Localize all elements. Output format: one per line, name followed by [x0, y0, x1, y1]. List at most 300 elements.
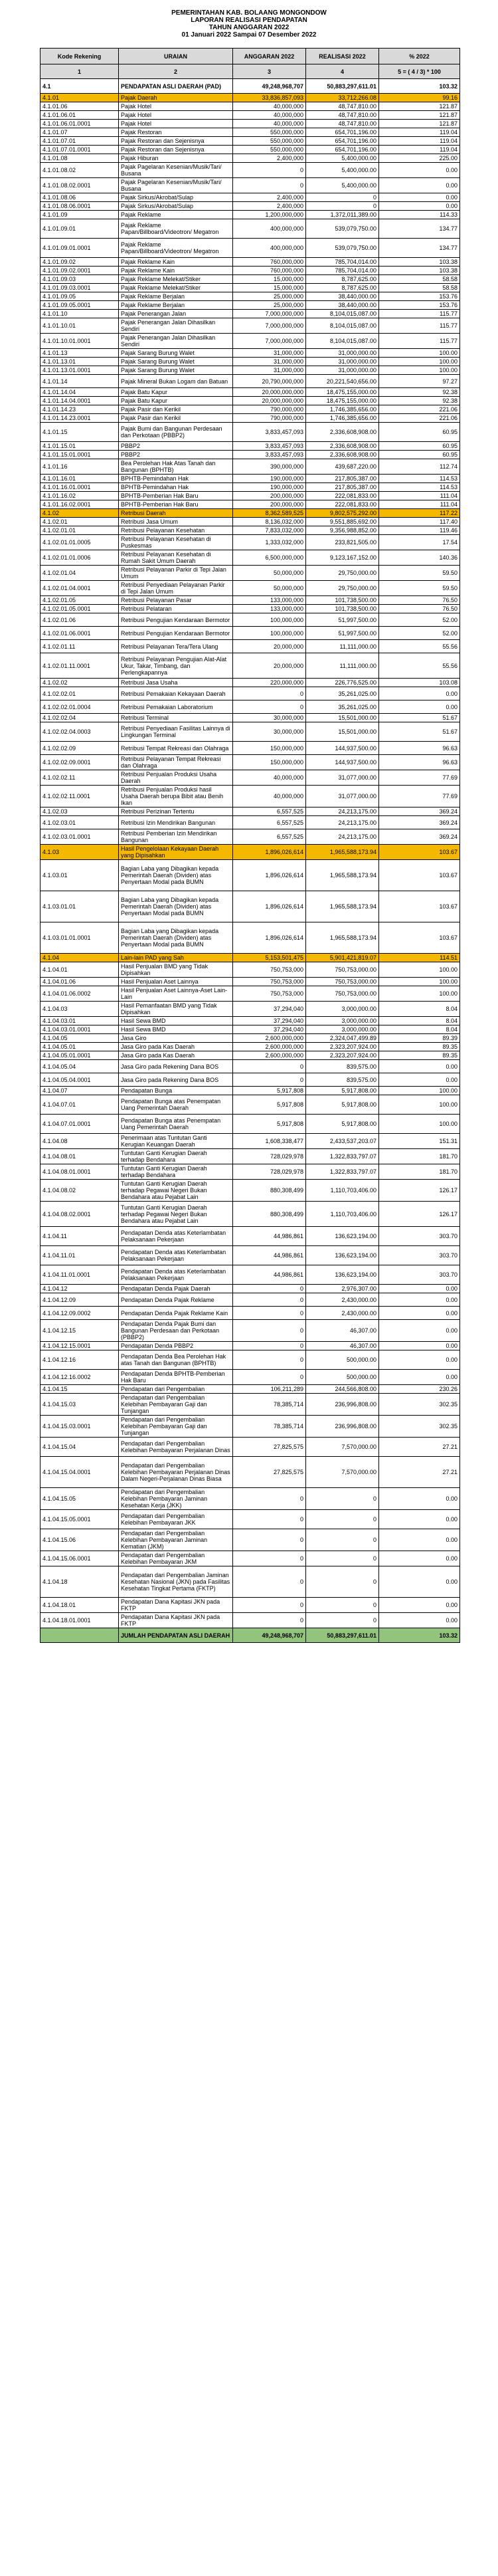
row-kode: 4.1.04.18.01 — [41, 1598, 119, 1613]
row-uraian: Lain-lain PAD yang Sah — [119, 954, 233, 962]
table-row — [41, 292, 460, 301]
row-kode: 4.1.01.07.01 — [41, 137, 119, 146]
row-persen: 134.77 — [379, 219, 460, 239]
row-persen: 100.00 — [379, 978, 460, 986]
row-anggaran: 6,557,525 — [233, 807, 306, 816]
row-realisasi: 9,356,988,852.00 — [306, 526, 379, 535]
row-anggaran: 37,294,040 — [233, 1002, 306, 1017]
row-realisasi: 5,917,808.00 — [306, 1087, 379, 1095]
table-row — [41, 334, 460, 349]
row-persen: 0.00 — [379, 1342, 460, 1350]
row-persen: 60.95 — [379, 442, 460, 451]
row-uraian: Hasil Sewa BMD — [119, 1025, 233, 1034]
row-anggaran: 790,000,000 — [233, 414, 306, 423]
row-anggaran: 0 — [233, 700, 306, 714]
row-kode: 4.1.01.09.02 — [41, 258, 119, 267]
row-persen: 114.33 — [379, 211, 460, 219]
row-persen: 115.77 — [379, 334, 460, 349]
table-row — [41, 405, 460, 414]
row-realisasi: 8,787,625.00 — [306, 284, 379, 292]
table-row — [41, 640, 460, 653]
row-persen: 89.35 — [379, 1051, 460, 1060]
table-row — [41, 786, 460, 807]
row-anggaran: 37,294,040 — [233, 1025, 306, 1034]
row-uraian: Pendapatan Denda atas Keterlambatan Pelaksanaan Pekerjaan — [119, 1265, 233, 1285]
table-row — [41, 1164, 460, 1180]
row-kode: 4.1.01.06 — [41, 102, 119, 111]
row-anggaran: 400,000,000 — [233, 239, 306, 258]
table-row — [41, 653, 460, 679]
row-realisasi: 2,976,307.00 — [306, 1285, 379, 1293]
table-row — [41, 714, 460, 722]
row-realisasi: 136,623,194.00 — [306, 1246, 379, 1265]
row-anggaran: 750,753,000 — [233, 978, 306, 986]
row-anggaran: 1,896,026,614 — [233, 891, 306, 922]
row-anggaran: 6,500,000,000 — [233, 550, 306, 566]
row-kode: 4.1.02.01.05 — [41, 596, 119, 605]
row-anggaran: 5,153,501,475 — [233, 954, 306, 962]
row-realisasi: 1,322,833,797.07 — [306, 1149, 379, 1164]
col-number-3: 3 — [233, 64, 306, 79]
table-row — [41, 1115, 460, 1134]
row-uraian: Pajak Daerah — [119, 94, 233, 102]
row-persen: 126.17 — [379, 1180, 460, 1202]
table-row — [41, 366, 460, 375]
row-kode: 4.1.03.01.01.0001 — [41, 922, 119, 954]
row-uraian: Retribusi Pelayanan Tempat Rekreasi dan Olahraga — [119, 755, 233, 770]
table-row — [41, 596, 460, 605]
row-realisasi: 46,307.00 — [306, 1320, 379, 1342]
row-kode: 4.1.04.18 — [41, 1566, 119, 1598]
row-uraian: Hasil Penjualan Aset Lainnya-Aset Lain-Lain — [119, 986, 233, 1002]
row-kode: 4.1.02.01.01.0006 — [41, 550, 119, 566]
row-uraian: Retribusi Pengujian Kendaraan Bermotor — [119, 627, 233, 640]
row-kode: 4.1.02.01.06.0001 — [41, 627, 119, 640]
row-persen: 114.53 — [379, 483, 460, 492]
table-row — [41, 816, 460, 829]
row-uraian: Pendapatan Dana Kapitasi JKN pada FKTP — [119, 1598, 233, 1613]
row-uraian: Tuntutan Ganti Kerugian Daerah terhadap Pegawai Negeri Bukan Bendahara atau Pejabat Lain — [119, 1180, 233, 1202]
row-persen: 0.00 — [379, 1566, 460, 1598]
table-row — [41, 581, 460, 596]
row-realisasi: 439,687,220.00 — [306, 459, 379, 475]
table-row — [41, 492, 460, 500]
row-anggaran: 3,833,457,093 — [233, 451, 306, 459]
table-row — [41, 1002, 460, 1017]
row-anggaran: 750,753,000 — [233, 962, 306, 978]
row-kode: 4.1.04.01 — [41, 962, 119, 978]
row-realisasi: 500,000.00 — [306, 1350, 379, 1370]
row-persen: 103.67 — [379, 891, 460, 922]
row-persen: 303.70 — [379, 1246, 460, 1265]
row-persen: 100.00 — [379, 1087, 460, 1095]
row-uraian: BPHTB-Pemberian Hak Baru — [119, 500, 233, 509]
row-realisasi: 8,104,015,087.00 — [306, 310, 379, 318]
table-row — [41, 358, 460, 366]
row-anggaran: 5,917,808 — [233, 1115, 306, 1134]
row-anggaran: 880,308,499 — [233, 1202, 306, 1227]
row-anggaran: 7,000,000,000 — [233, 310, 306, 318]
row-persen: 100.00 — [379, 366, 460, 375]
row-kode: 4.1 — [41, 79, 119, 94]
table-row — [41, 986, 460, 1002]
row-anggaran: 8,136,032,000 — [233, 518, 306, 526]
row-realisasi: 244,566,808.00 — [306, 1385, 379, 1394]
row-persen: 369.24 — [379, 816, 460, 829]
row-anggaran: 40,000,000 — [233, 770, 306, 786]
row-uraian: Retribusi Izin Mendirikan Bangunan — [119, 816, 233, 829]
col-header-realisasi: REALISASI 2022 — [306, 49, 379, 64]
row-kode: 4.1.04.03 — [41, 1002, 119, 1017]
row-uraian: Pajak Batu Kapur — [119, 388, 233, 397]
table-row — [41, 1043, 460, 1051]
table-row — [41, 219, 460, 239]
row-uraian: Retribusi Pelayanan Kesehatan di Rumah Sakit Umum Daerah — [119, 550, 233, 566]
row-anggaran: 106,211,289 — [233, 1385, 306, 1394]
row-uraian: Retribusi Jasa Umum — [119, 518, 233, 526]
table-row — [41, 518, 460, 526]
table-row — [41, 239, 460, 258]
row-anggaran: 390,000,000 — [233, 459, 306, 475]
row-realisasi: 500,000.00 — [306, 1370, 379, 1385]
row-persen: 0.00 — [379, 1285, 460, 1293]
table-row — [41, 388, 460, 397]
table-row — [41, 1265, 460, 1285]
table-row — [41, 1246, 460, 1265]
row-persen: 58.58 — [379, 275, 460, 284]
row-anggaran: 190,000,000 — [233, 483, 306, 492]
total-label: JUMLAH PENDAPATAN ASLI DAERAH — [119, 1628, 233, 1643]
row-persen: 0.00 — [379, 1293, 460, 1307]
row-realisasi: 51,997,500.00 — [306, 627, 379, 640]
row-uraian: Pendapatan Denda Pajak Reklame Kain — [119, 1307, 233, 1320]
row-anggaran: 2,400,000 — [233, 154, 306, 163]
col-header-anggaran: ANGGARAN 2022 — [233, 49, 306, 64]
row-uraian: PBBP2 — [119, 451, 233, 459]
row-persen: 302.35 — [379, 1416, 460, 1438]
table-row — [41, 1416, 460, 1438]
row-realisasi: 101,738,500.00 — [306, 596, 379, 605]
row-realisasi: 236,996,808.00 — [306, 1416, 379, 1438]
table-row — [41, 79, 460, 94]
row-anggaran: 0 — [233, 1613, 306, 1628]
row-persen: 369.24 — [379, 807, 460, 816]
row-persen: 99.16 — [379, 94, 460, 102]
col-number-2: 2 — [119, 64, 233, 79]
row-persen: 181.70 — [379, 1164, 460, 1180]
row-anggaran: 33,836,857,093 — [233, 94, 306, 102]
row-uraian: Pajak Pagelaran Kesenian/Musik/Tari/ Busana — [119, 178, 233, 193]
row-realisasi: 0 — [306, 1529, 379, 1551]
row-realisasi: 29,750,000.00 — [306, 581, 379, 596]
row-realisasi: 654,701,196.00 — [306, 128, 379, 137]
row-kode: 4.1.01.08.02.0001 — [41, 178, 119, 193]
table-row — [41, 1180, 460, 1202]
row-anggaran: 20,000,000,000 — [233, 397, 306, 405]
row-kode: 4.1.02.01.11.0001 — [41, 653, 119, 679]
row-kode: 4.1.01.15 — [41, 423, 119, 442]
row-uraian: Jasa Giro pada Rekening Dana BOS — [119, 1073, 233, 1087]
revenue-table — [40, 48, 460, 1643]
row-persen: 0.00 — [379, 700, 460, 714]
row-kode: 4.1.04.12 — [41, 1285, 119, 1293]
row-kode: 4.1.01.09.01.0001 — [41, 239, 119, 258]
row-realisasi: 654,701,196.00 — [306, 137, 379, 146]
row-kode: 4.1.04.15.05.0001 — [41, 1510, 119, 1529]
row-realisasi: 29,750,000.00 — [306, 566, 379, 581]
row-persen: 76.50 — [379, 605, 460, 613]
row-persen: 52.00 — [379, 613, 460, 627]
row-realisasi: 217,805,387.00 — [306, 483, 379, 492]
row-kode: 4.1.04.07.01.0001 — [41, 1115, 119, 1134]
row-persen: 89.35 — [379, 1043, 460, 1051]
row-uraian: Pajak Hiburan — [119, 154, 233, 163]
row-realisasi: 233,821,505.00 — [306, 535, 379, 550]
row-kode: 4.1.01.16 — [41, 459, 119, 475]
table-row — [41, 1457, 460, 1488]
row-kode: 4.1.02.02.09 — [41, 742, 119, 755]
row-persen: 0.00 — [379, 1307, 460, 1320]
row-persen: 8.04 — [379, 1002, 460, 1017]
total-row — [41, 1628, 460, 1643]
table-row — [41, 1025, 460, 1034]
table-row — [41, 284, 460, 292]
table-header-row — [41, 49, 460, 64]
total-anggaran: 49,248,968,707 — [233, 1628, 306, 1643]
row-realisasi: 51,997,500.00 — [306, 613, 379, 627]
row-anggaran: 0 — [233, 1510, 306, 1529]
row-persen: 115.77 — [379, 318, 460, 334]
row-uraian: Pajak Hotel — [119, 111, 233, 120]
row-persen: 92.38 — [379, 388, 460, 397]
row-realisasi: 33,712,266.08 — [306, 94, 379, 102]
table-row — [41, 1529, 460, 1551]
row-kode: 4.1.02.01.04.0001 — [41, 581, 119, 596]
row-uraian: BPHTB-Pemberian Hak Baru — [119, 492, 233, 500]
row-kode: 4.1.01.09.05 — [41, 292, 119, 301]
row-anggaran: 728,029,978 — [233, 1149, 306, 1164]
table-row — [41, 111, 460, 120]
row-anggaran: 0 — [233, 1551, 306, 1566]
row-realisasi: 222,081,833.00 — [306, 500, 379, 509]
row-anggaran: 37,294,040 — [233, 1017, 306, 1025]
row-realisasi: 5,400,000.00 — [306, 154, 379, 163]
row-persen: 0.00 — [379, 1060, 460, 1073]
table-row — [41, 860, 460, 891]
row-anggaran: 2,600,000,000 — [233, 1051, 306, 1060]
row-kode: 4.1.02.02 — [41, 679, 119, 687]
row-kode: 4.1.04.15.04 — [41, 1438, 119, 1457]
row-anggaran: 0 — [233, 1529, 306, 1551]
row-anggaran: 133,000,000 — [233, 605, 306, 613]
row-anggaran: 2,400,000 — [233, 202, 306, 211]
row-realisasi: 11,111,000.00 — [306, 640, 379, 653]
table-column-number-row — [41, 64, 460, 79]
row-uraian: Pendapatan Denda Pajak Bumi dan Bangunan Perdesaan dan Perkotaan (PBBP2) — [119, 1320, 233, 1342]
table-row — [41, 613, 460, 627]
row-persen: 181.70 — [379, 1149, 460, 1164]
table-row — [41, 891, 460, 922]
row-kode: 4.1.02.01.01 — [41, 526, 119, 535]
row-realisasi: 2,336,608,908.00 — [306, 442, 379, 451]
row-realisasi: 144,937,500.00 — [306, 755, 379, 770]
row-uraian: Pajak Reklame — [119, 211, 233, 219]
row-realisasi: 2,323,207,924.00 — [306, 1043, 379, 1051]
row-anggaran: 728,029,978 — [233, 1164, 306, 1180]
row-realisasi: 839,575.00 — [306, 1060, 379, 1073]
row-uraian: Hasil Sewa BMD — [119, 1017, 233, 1025]
row-realisasi: 1,110,703,406.00 — [306, 1180, 379, 1202]
row-realisasi: 3,000,000.00 — [306, 1025, 379, 1034]
row-anggaran: 78,385,714 — [233, 1394, 306, 1416]
row-realisasi: 750,753,000.00 — [306, 962, 379, 978]
total-persen: 103.32 — [379, 1628, 460, 1643]
row-kode: 4.1.04.18.01.0001 — [41, 1613, 119, 1628]
row-realisasi: 7,570,000.00 — [306, 1457, 379, 1488]
row-anggaran: 15,000,000 — [233, 275, 306, 284]
row-kode: 4.1.04.12.16 — [41, 1350, 119, 1370]
row-uraian: Retribusi Pemakaian Kekayaan Daerah — [119, 687, 233, 700]
row-anggaran: 3,833,457,093 — [233, 423, 306, 442]
row-anggaran: 200,000,000 — [233, 500, 306, 509]
row-uraian: Pendapatan Denda Pajak Daerah — [119, 1285, 233, 1293]
table-row — [41, 550, 460, 566]
row-anggaran: 44,986,861 — [233, 1246, 306, 1265]
table-row — [41, 301, 460, 310]
row-kode: 4.1.01.16.02 — [41, 492, 119, 500]
row-persen: 55.56 — [379, 640, 460, 653]
row-realisasi: 839,575.00 — [306, 1073, 379, 1087]
row-anggaran: 25,000,000 — [233, 301, 306, 310]
row-anggaran: 20,000,000,000 — [233, 388, 306, 397]
row-persen: 0.00 — [379, 202, 460, 211]
row-anggaran: 550,000,000 — [233, 146, 306, 154]
row-realisasi: 654,701,196.00 — [306, 146, 379, 154]
table-row — [41, 1134, 460, 1149]
row-persen: 17.54 — [379, 535, 460, 550]
row-realisasi: 31,077,000.00 — [306, 770, 379, 786]
row-realisasi: 1,965,588,173.94 — [306, 891, 379, 922]
row-uraian: Pajak Hotel — [119, 120, 233, 128]
row-realisasi: 8,104,015,087.00 — [306, 318, 379, 334]
row-anggaran: 100,000,000 — [233, 627, 306, 640]
row-anggaran: 0 — [233, 1073, 306, 1087]
row-anggaran: 760,000,000 — [233, 258, 306, 267]
row-realisasi: 1,965,588,173.94 — [306, 922, 379, 954]
row-persen: 303.70 — [379, 1265, 460, 1285]
row-kode: 4.1.01.08 — [41, 154, 119, 163]
row-uraian: Retribusi Jasa Usaha — [119, 679, 233, 687]
table-row — [41, 978, 460, 986]
row-realisasi: 3,000,000.00 — [306, 1017, 379, 1025]
row-anggaran: 150,000,000 — [233, 755, 306, 770]
row-anggaran: 1,333,032,000 — [233, 535, 306, 550]
row-uraian: Retribusi Pelayanan Kesehatan — [119, 526, 233, 535]
row-realisasi: 136,623,194.00 — [306, 1265, 379, 1285]
table-row — [41, 566, 460, 581]
row-anggaran: 0 — [233, 1342, 306, 1350]
table-row — [41, 1613, 460, 1628]
row-anggaran: 1,608,338,477 — [233, 1134, 306, 1149]
row-anggaran: 0 — [233, 687, 306, 700]
table-row — [41, 922, 460, 954]
row-uraian: Pendapatan dari Pengembalian Kelebihan Pembayaran Perjalanan Dinas — [119, 1438, 233, 1457]
table-row — [41, 755, 460, 770]
row-uraian: Retribusi Terminal — [119, 714, 233, 722]
row-realisasi: 24,213,175.00 — [306, 816, 379, 829]
row-kode: 4.1.01.06.01.0001 — [41, 120, 119, 128]
row-anggaran: 750,753,000 — [233, 986, 306, 1002]
table-row — [41, 275, 460, 284]
row-uraian: Pajak Reklame Kain — [119, 267, 233, 275]
row-persen: 58.58 — [379, 284, 460, 292]
row-uraian: Retribusi Pelayanan Pengujian Alat-Alat Ukur, Takar, Timbang, dan Perlengkapannya — [119, 653, 233, 679]
row-uraian: Pajak Pasir dan Kerikil — [119, 405, 233, 414]
row-kode: 4.1.02.02.04 — [41, 714, 119, 722]
row-kode: 4.1.04.15.05 — [41, 1488, 119, 1510]
row-realisasi: 2,433,537,203.07 — [306, 1134, 379, 1149]
row-kode: 4.1.01.09 — [41, 211, 119, 219]
table-row — [41, 137, 460, 146]
row-anggaran: 6,557,525 — [233, 829, 306, 845]
row-uraian: Pendapatan dari Pengembalian Kelebihan Pembayaran JKM — [119, 1551, 233, 1566]
row-kode: 4.1.04.12.15 — [41, 1320, 119, 1342]
row-persen: 111.04 — [379, 500, 460, 509]
row-anggaran: 7,000,000,000 — [233, 318, 306, 334]
row-kode: 4.1.04.11 — [41, 1227, 119, 1246]
row-persen: 119.04 — [379, 128, 460, 137]
row-persen: 76.50 — [379, 596, 460, 605]
row-persen: 140.36 — [379, 550, 460, 566]
row-persen: 96.63 — [379, 755, 460, 770]
row-kode: 4.1.01.09.05.0001 — [41, 301, 119, 310]
row-kode: 4.1.04.01.06 — [41, 978, 119, 986]
row-anggaran: 550,000,000 — [233, 137, 306, 146]
row-kode: 4.1.04.12.09.0002 — [41, 1307, 119, 1320]
table-row — [41, 1394, 460, 1416]
table-row — [41, 483, 460, 492]
table-row — [41, 1017, 460, 1025]
table-row — [41, 1370, 460, 1385]
row-persen: 60.95 — [379, 451, 460, 459]
row-kode: 4.1.04.08.02.0001 — [41, 1202, 119, 1227]
row-uraian: Pajak Penerangan Jalan Dihasilkan Sendiri — [119, 318, 233, 334]
row-anggaran: 790,000,000 — [233, 405, 306, 414]
row-uraian: Retribusi Penyediaan Pelayanan Parkir di Tepi Jalan Umum — [119, 581, 233, 596]
row-anggaran: 40,000,000 — [233, 102, 306, 111]
table-row — [41, 1087, 460, 1095]
table-row — [41, 258, 460, 267]
row-realisasi: 15,501,000.00 — [306, 722, 379, 742]
table-row — [41, 414, 460, 423]
row-uraian: Pajak Reklame Melekat/Stiker — [119, 284, 233, 292]
row-uraian: Pajak Restoran — [119, 128, 233, 137]
row-kode: 4.1.04.05.04 — [41, 1060, 119, 1073]
row-kode: 4.1.01.14.04 — [41, 388, 119, 397]
row-kode: 4.1.01.16.02.0001 — [41, 500, 119, 509]
row-realisasi: 1,372,011,389.00 — [306, 211, 379, 219]
table-row — [41, 1307, 460, 1320]
table-row — [41, 178, 460, 193]
row-kode: 4.1.01.09.02.0001 — [41, 267, 119, 275]
row-kode: 4.1.02.01.05.0001 — [41, 605, 119, 613]
row-kode: 4.1.02.02.01.0004 — [41, 700, 119, 714]
row-persen: 103.67 — [379, 860, 460, 891]
row-uraian: Pajak Pasir dan Kerikil — [119, 414, 233, 423]
table-row — [41, 310, 460, 318]
row-anggaran: 5,917,808 — [233, 1095, 306, 1115]
row-kode: 4.1.01 — [41, 94, 119, 102]
